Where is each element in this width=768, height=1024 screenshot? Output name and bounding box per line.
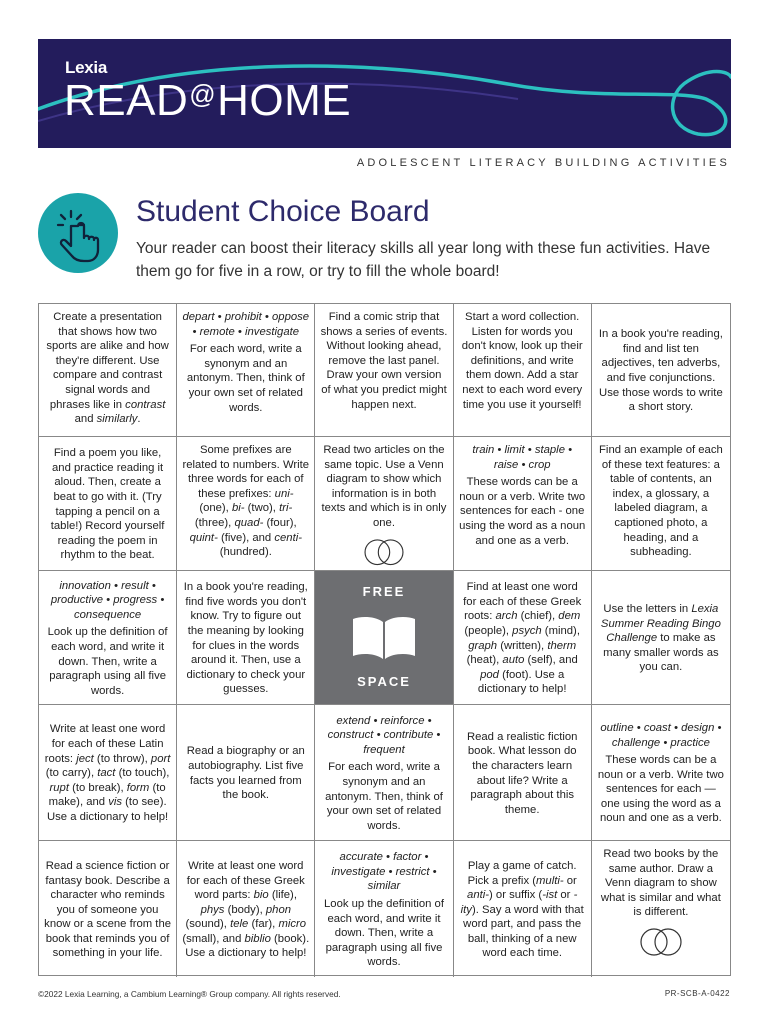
activity-text: In a book you're reading, find and list ten adjectives, ten adverbs, and five conjunctions. Use those words to write a short story. [598,328,723,414]
vocab-words: train • limit • staple • raise • crop [472,444,573,471]
logo-at: @ [189,79,217,109]
vocab-words: extend • reinforce • construct • contribute • frequent [327,714,441,756]
activity-text: Find a poem you like, and practice reading it aloud. Then, create a beat to go with it. (Try tapping a pencil on a table!) Record yourself reading the poem in rhythm to the beat. [50,447,165,562]
activity-text: Read a biography or an autobiography. List five facts you learned from the book. [186,745,305,802]
activity-text: Start a word collection. Listen for words you don't know, look up their definitions, and write them down. Add a star next to each word every time you use it yourself! [461,311,583,411]
intro-text: Your reader can boost their literacy skills all year long with these fun activities. Have them go for five in a row, or try to fill the whole board! [136,240,711,280]
board-cell-r3c5: Use the letters in Lexia Summer Reading Bingo Challenge to make as many smaller words as you can. [592,571,730,705]
activity-text: Find a comic strip that shows a series of events. Without looking ahead, remove the last panel. Draw your own version of what you predict might happen next. [320,311,448,411]
venn-diagram-icon [637,927,685,957]
board-cell-r2c3 [315,437,453,571]
activity-text: Look up the definition of each word, and write it down. Then, write a paragraph using all five words. [47,626,168,697]
vocab-words: outline • coast • design • challenge • practice [600,721,722,749]
board-cell-r5c3 [315,841,453,977]
space-label: SPACE [357,674,411,690]
board-cell-r4c5 [592,705,730,841]
activity-text: Read a science fiction or fantasy book. Describe a character who reminds you of someone you know or a scene from the book that reminds you of something in your life. [44,859,172,960]
document-code: PR-SCB-A-0422 [664,989,730,998]
board-cell-r4c2 [177,705,315,841]
board-cell-r2c1 [39,437,177,571]
activity-text: Find an example of each of these text features: a table of contents, an index, a glossary, a labeled diagram, a captioned photo, a heading, and a subheading. [599,444,723,559]
brand-name: Lexia [65,58,107,77]
logo-title [64,76,352,125]
board-cell-r5c1 [39,841,177,977]
board-cell-r1c3 [315,304,453,437]
logo-right: HOME [217,76,352,125]
activity-text: For each word, write a synonym and an antonym. Then, think of your own set of related words. [325,761,443,832]
choice-board [38,303,731,976]
board-cell-r4c4 [454,705,592,841]
free-space [315,571,453,705]
board-cell-r3c1 [39,571,177,705]
board-cell-r2c2: Some prefixes are related to numbers. Write three words for each of these prefixes: uni- (one), bi- (two), tri- (three), quad- (four), quint- (five), and centi- (hundred). [177,437,315,571]
activity-text: In a book you're reading, find five words you don't know. Try to figure out the meaning by looking for clues in the words around it. Then, use a dictionary to check your guesses. [183,581,308,696]
free-label: FREE [362,584,406,599]
activity-text: Read two articles on the same topic. Use a Venn diagram to show which information is in both texts and which is in only one. [321,444,447,529]
activity-text: Look up the definition of each word, and write it down. Then, write a paragraph using all five words. [324,897,444,969]
header-banner [38,39,731,148]
board-cell-r5c2: Write at least one word for each of these Greek word parts: bio (life), phys (body), phon (sound), tele (far), micro (small), and biblio (book). Use a dictionary to help! [177,841,315,977]
board-cell-r5c5 [592,841,730,977]
copyright: ©2022 Lexia Learning, a Cambium Learning® Group company. All rights reserved. [38,989,341,999]
activity-text: For each word, write a synonym and an antonym. Then, think of your own set of related words. [186,343,305,414]
board-cell-r1c1: Create a presentation that shows how two sports are alike and how they're different. Use compare and contrast signal words and phrases like in contrast and similarly. [39,304,177,437]
board-cell-r5c4: Play a game of catch. Pick a prefix (multi- or anti-) or suffix (-ist or -ity). Say a word with that word part, and pass the ball, thinking of a new word each time. [454,841,592,977]
board-cell-r3c4: Find at least one word for each of these Greek roots: arch (chief), dem (people), psych (mind), graph (written), therm (heat), auto (self), and pod (foot). Use a dictionary to help! [454,571,592,705]
activity-text: These words can be a noun or a verb. Write two sentences for each - one using the word as a noun and one as a verb. [459,476,586,547]
tap-hand-icon [38,193,118,273]
page-title: Student Choice Board [136,195,430,228]
board-cell-r2c5 [592,437,730,571]
activity-text: These words can be a noun or a verb. Write two sentences for each — one using the word as a noun and one as a verb. [597,754,724,825]
board-cell-r4c1: Write at least one word for each of these Latin roots: ject (to throw), port (to carry), tact (to touch), rupt (to break), form (to make), and vis (to see). Use a dictionary to help! [39,705,177,841]
open-book-icon [349,614,419,662]
activity-text: Read two books by the same author. Draw a Venn diagram to show what is similar and what is different. [600,848,721,919]
board-cell-r3c2 [177,571,315,705]
logo-left: READ [64,76,189,125]
vocab-words: accurate • factor • investigate • restrict • similar [331,851,437,893]
board-cell-r1c4 [454,304,592,437]
vocab-words: innovation • result • productive • progress • consequence [50,579,165,621]
vocab-words: depart • prohibit • oppose • remote • investigate [182,311,310,338]
subtitle: ADOLESCENT LITERACY BUILDING ACTIVITIES [356,157,730,169]
board-cell-r1c2 [177,304,315,437]
board-cell-r4c3 [315,705,453,841]
venn-diagram-icon [360,538,408,566]
board-cell-r2c4 [454,437,592,571]
activity-text: Read a realistic fiction book. What lesson do the characters learn about life? Write a paragraph about this theme. [466,730,578,816]
board-cell-r1c5 [592,304,730,437]
